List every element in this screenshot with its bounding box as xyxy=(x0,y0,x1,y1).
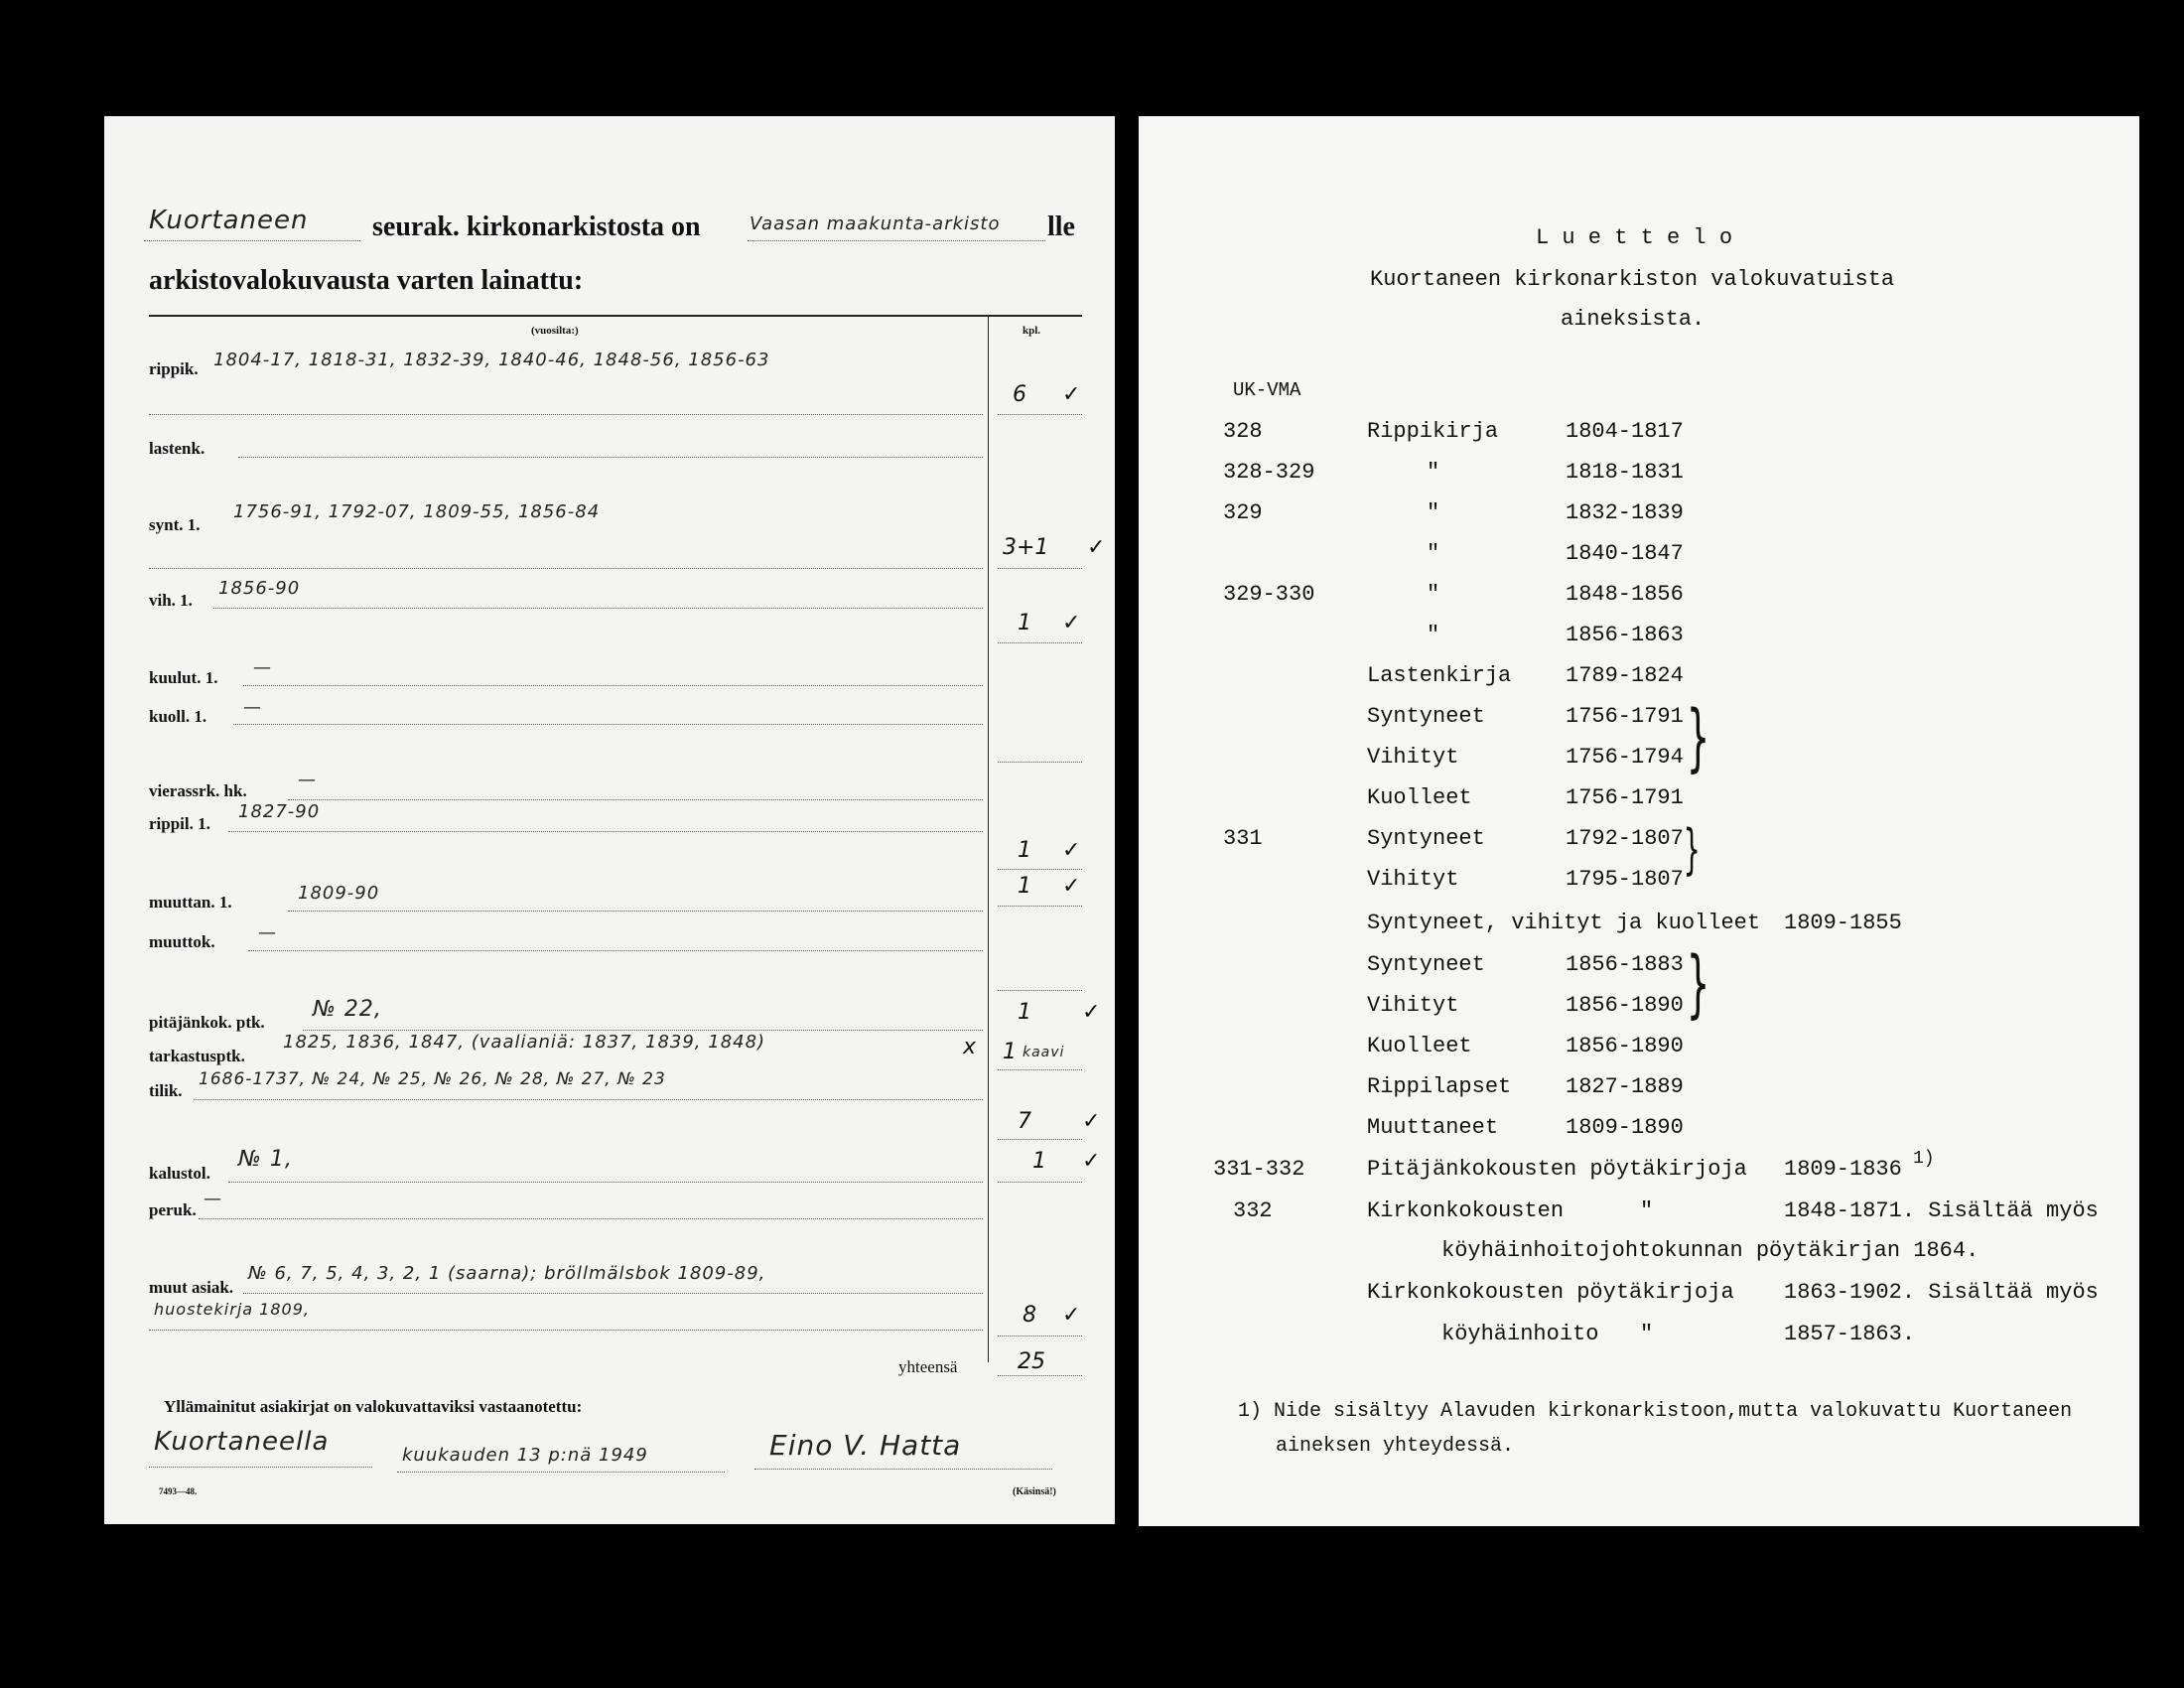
row-value-muuttok: — xyxy=(258,922,277,943)
list-title: L u e t t e l o xyxy=(1536,225,1733,250)
signature: Eino V. Hatta xyxy=(769,1429,962,1462)
footnote-1: 1) Nide sisältyy Alavuden kirkonarkistoon,mutta valokuvattu Kuortaneen xyxy=(1238,1400,2073,1423)
row-value-kuulut: — xyxy=(253,657,272,678)
handwritten-note-print: (Käsinsä!) xyxy=(1013,1486,1056,1497)
row-label-pitajankok: pitäjänkok. ptk. xyxy=(149,1013,265,1032)
row-name: Syntyneet xyxy=(1367,952,1485,977)
kpl-vih: 1 xyxy=(1018,611,1031,635)
row-value-tarkastus: 1825, 1836, 1847, (vaalianiä: 1837, 1839, 1848) xyxy=(283,1032,766,1053)
dotted-line xyxy=(194,1099,983,1100)
kpl-muuttan: 1 xyxy=(1018,874,1031,899)
dotted-line xyxy=(998,642,1082,643)
row-years: 1848-1856 xyxy=(1566,582,1684,607)
recipient-handwritten: Vaasan maakunta-arkisto xyxy=(750,213,1001,234)
dotted-line xyxy=(754,1469,1052,1470)
dotted-line xyxy=(998,1069,1082,1070)
row-number: 329-330 xyxy=(1223,582,1315,607)
row-years: 1792-1807 xyxy=(1566,826,1684,851)
check-tilik: ✓ xyxy=(1082,1109,1101,1134)
row-name: Vihityt xyxy=(1367,867,1459,892)
row-kk1-name: Kirkonkokousten xyxy=(1367,1198,1565,1223)
row-kk1-ditto: " xyxy=(1640,1198,1654,1223)
row-name: Syntyneet xyxy=(1367,704,1485,729)
column-years-header: (vuosilta:) xyxy=(531,325,579,337)
row-value-kalustol: № 1, xyxy=(238,1147,293,1172)
x-mark: x xyxy=(963,1035,977,1059)
row-value-muuttan: 1809-90 xyxy=(298,883,380,904)
row-svk-years: 1809-1855 xyxy=(1784,911,1902,935)
header-text-1: seurak. kirkonarkistosta on xyxy=(372,211,701,242)
row-label-vierassrk: vierassrk. hk. xyxy=(149,781,247,800)
row-label-vih: vih. 1. xyxy=(149,591,193,610)
dotted-line xyxy=(998,990,1082,991)
list-subtitle-2: aineksista. xyxy=(1561,307,1706,332)
row-value-tilik: 1686-1737, № 24, № 25, № 26, № 28, № 27, № 23 xyxy=(199,1069,666,1089)
dotted-line xyxy=(243,1293,983,1294)
row-label-kuoll: kuoll. 1. xyxy=(149,707,207,726)
row-value-pitajankok: № 22, xyxy=(313,997,382,1022)
dotted-line xyxy=(238,457,983,458)
row-name: Vihityt xyxy=(1367,745,1459,770)
row-kk2-name: Kirkonkokousten pöytäkirjoja xyxy=(1367,1280,1734,1305)
row-name: Vihityt xyxy=(1367,993,1459,1018)
row-label-rippik: rippik. xyxy=(149,359,199,378)
row-kk2-years: 1863-1902. Sisältää myös xyxy=(1784,1280,2099,1305)
kpl-column-divider xyxy=(988,315,989,1362)
table-top-rule xyxy=(149,315,1082,317)
dotted-line xyxy=(228,1182,983,1183)
row-years: 1840-1847 xyxy=(1566,541,1684,566)
dotted-line xyxy=(248,950,983,951)
row-kk2b-ditto: " xyxy=(1640,1322,1654,1346)
row-years: 1756-1791 xyxy=(1566,785,1684,810)
row-name: " xyxy=(1427,460,1440,485)
dotted-line xyxy=(149,568,983,569)
total-value: 25 xyxy=(1018,1349,1045,1374)
dotted-line xyxy=(998,762,1082,763)
row-value-vih: 1856-90 xyxy=(218,578,301,599)
column-header-ukvma: UK-VMA xyxy=(1233,379,1301,401)
row-kk1-num: 332 xyxy=(1233,1198,1273,1223)
row-value-kuoll: — xyxy=(243,697,262,718)
footnote-2: aineksen yhteydessä. xyxy=(1276,1435,1515,1458)
footer-text: Yllämainitut asiakirjat on valokuvattaviksi vastaanotettu: xyxy=(164,1397,583,1416)
dotted-line xyxy=(998,1139,1082,1140)
row-name: Rippikirja xyxy=(1367,419,1499,444)
brace-icon: } xyxy=(1683,818,1701,881)
row-label-synt: synt. 1. xyxy=(149,515,201,534)
list-subtitle-1: Kuortaneen kirkonarkiston valokuvatuista xyxy=(1370,267,1895,292)
row-name: Lastenkirja xyxy=(1367,663,1512,688)
row-pk-num: 331-332 xyxy=(1213,1157,1305,1182)
row-number: 328 xyxy=(1223,419,1263,444)
check-kalustol: ✓ xyxy=(1082,1149,1101,1174)
dotted-line xyxy=(998,568,1082,569)
row-label-peruk: peruk. xyxy=(149,1200,197,1219)
row-label-kalustol: kalustol. xyxy=(149,1164,210,1183)
dotted-line xyxy=(998,414,1082,415)
row-value-vierassrk: — xyxy=(298,770,317,790)
dotted-line xyxy=(397,1472,725,1473)
kpl-muut: 8 xyxy=(1023,1303,1036,1328)
dotted-line xyxy=(199,1218,983,1219)
kpl-note-tarkastus: kaavi xyxy=(1023,1045,1065,1060)
dotted-line xyxy=(288,911,983,912)
row-years: 1756-1794 xyxy=(1566,745,1684,770)
header-suffix: lle xyxy=(1047,211,1075,242)
row-name: Muuttaneet xyxy=(1367,1115,1499,1140)
row-years: 1856-1890 xyxy=(1566,1034,1684,1058)
kpl-tarkastus: 1 xyxy=(1003,1040,1017,1064)
lending-form-page xyxy=(104,116,1115,1524)
dotted-line xyxy=(288,799,983,800)
dotted-line xyxy=(998,906,1082,907)
dotted-line xyxy=(243,685,983,686)
check-synt: ✓ xyxy=(1087,535,1106,560)
dotted-line xyxy=(149,414,983,415)
row-value-muut: № 6, 7, 5, 4, 3, 2, 1 (saarna); bröllmälsbok 1809-89, xyxy=(248,1263,766,1284)
dotted-line xyxy=(303,1030,983,1031)
photo-list-page xyxy=(1139,116,2139,1526)
date-handwritten: kuukauden 13 p:nä 1949 xyxy=(402,1445,648,1466)
row-svk-name: Syntyneet, vihityt ja kuolleet xyxy=(1367,911,1761,935)
row-value-muut-2: huostekirja 1809, xyxy=(154,1300,310,1319)
row-years: 1795-1807 xyxy=(1566,867,1684,892)
check-pitajankok: ✓ xyxy=(1082,1000,1101,1025)
row-years: 1756-1791 xyxy=(1566,704,1684,729)
row-name: Rippilapset xyxy=(1367,1074,1512,1099)
row-name: " xyxy=(1427,623,1440,647)
row-label-tarkastus: tarkastusptk. xyxy=(149,1047,245,1065)
row-name: Kuolleet xyxy=(1367,785,1472,810)
row-label-lastenk: lastenk. xyxy=(149,439,205,458)
row-kk2b-name: köyhäinhoito xyxy=(1441,1322,1599,1346)
check-rippik: ✓ xyxy=(1062,382,1081,407)
row-kk1-cont: köyhäinhoitojohtokunnan pöytäkirjan 1864. xyxy=(1441,1238,1979,1263)
row-number: 331 xyxy=(1223,826,1263,851)
row-name: Kuolleet xyxy=(1367,1034,1472,1058)
brace-icon: } xyxy=(1686,695,1710,780)
row-label-rippil: rippil. 1. xyxy=(149,814,210,833)
kpl-tilik: 7 xyxy=(1018,1109,1031,1134)
dotted-line xyxy=(233,724,983,725)
row-years: 1809-1890 xyxy=(1566,1115,1684,1140)
kpl-rippil: 1 xyxy=(1018,838,1031,863)
row-name: Syntyneet xyxy=(1367,826,1485,851)
dotted-line xyxy=(998,1182,1082,1183)
row-label-tilik: tilik. xyxy=(149,1081,183,1100)
row-pk-years: 1809-1836 xyxy=(1784,1157,1902,1182)
total-label: yhteensä xyxy=(898,1357,958,1376)
row-pk-name: Pitäjänkokousten pöytäkirjoja xyxy=(1367,1157,1747,1182)
row-name: " xyxy=(1427,541,1440,566)
kpl-kalustol: 1 xyxy=(1032,1149,1046,1174)
row-name: " xyxy=(1427,500,1440,525)
row-years: 1827-1889 xyxy=(1566,1074,1684,1099)
dotted-line xyxy=(228,831,983,832)
row-years: 1804-1817 xyxy=(1566,419,1684,444)
row-years: 1832-1839 xyxy=(1566,500,1684,525)
row-number: 329 xyxy=(1223,500,1263,525)
row-years: 1856-1863 xyxy=(1566,623,1684,647)
kpl-synt: 3+1 xyxy=(1003,535,1049,560)
dotted-line xyxy=(149,1330,983,1331)
row-years: 1789-1824 xyxy=(1566,663,1684,688)
parish-handwritten: Kuortaneen xyxy=(149,206,309,235)
row-label-muuttan: muuttan. 1. xyxy=(149,893,232,912)
dotted-line xyxy=(748,240,1045,241)
column-kpl-header: kpl. xyxy=(1023,325,1041,337)
row-kk2b-years: 1857-1863. xyxy=(1784,1322,1916,1346)
kpl-rippik: 6 xyxy=(1013,382,1026,407)
dotted-line xyxy=(149,1467,372,1468)
row-value-rippil: 1827-90 xyxy=(238,801,321,822)
row-years: 1856-1883 xyxy=(1566,952,1684,977)
row-pk-note: 1) xyxy=(1913,1149,1935,1169)
row-value-synt: 1756-91, 1792-07, 1809-55, 1856-84 xyxy=(233,501,601,522)
check-rippil: ✓ xyxy=(1062,838,1081,863)
header-text-2: arkistovalokuvausta varten lainattu: xyxy=(149,265,584,296)
brace-icon: } xyxy=(1686,941,1710,1027)
dotted-line xyxy=(998,869,1082,870)
dotted-line xyxy=(213,608,983,609)
row-years: 1856-1890 xyxy=(1566,993,1684,1018)
form-code: 7493—48. xyxy=(159,1486,198,1496)
row-label-muut: muut asiak. xyxy=(149,1278,234,1297)
kpl-pitajankok: 1 xyxy=(1018,1000,1031,1025)
check-muut: ✓ xyxy=(1062,1303,1081,1328)
dotted-line xyxy=(998,1375,1082,1376)
row-value-peruk: — xyxy=(204,1189,222,1209)
check-muuttan: ✓ xyxy=(1062,874,1081,899)
row-number: 328-329 xyxy=(1223,460,1315,485)
row-name: " xyxy=(1427,582,1440,607)
dotted-line xyxy=(144,240,360,241)
check-vih: ✓ xyxy=(1062,611,1081,635)
row-years: 1818-1831 xyxy=(1566,460,1684,485)
row-label-kuulut: kuulut. 1. xyxy=(149,668,218,687)
row-value-rippik: 1804-17, 1818-31, 1832-39, 1840-46, 1848-56, 1856-63 xyxy=(213,350,770,370)
row-label-muuttok: muuttok. xyxy=(149,932,215,951)
row-kk1-years: 1848-1871. Sisältää myös xyxy=(1784,1198,2099,1223)
place-handwritten: Kuortaneella xyxy=(154,1427,330,1457)
